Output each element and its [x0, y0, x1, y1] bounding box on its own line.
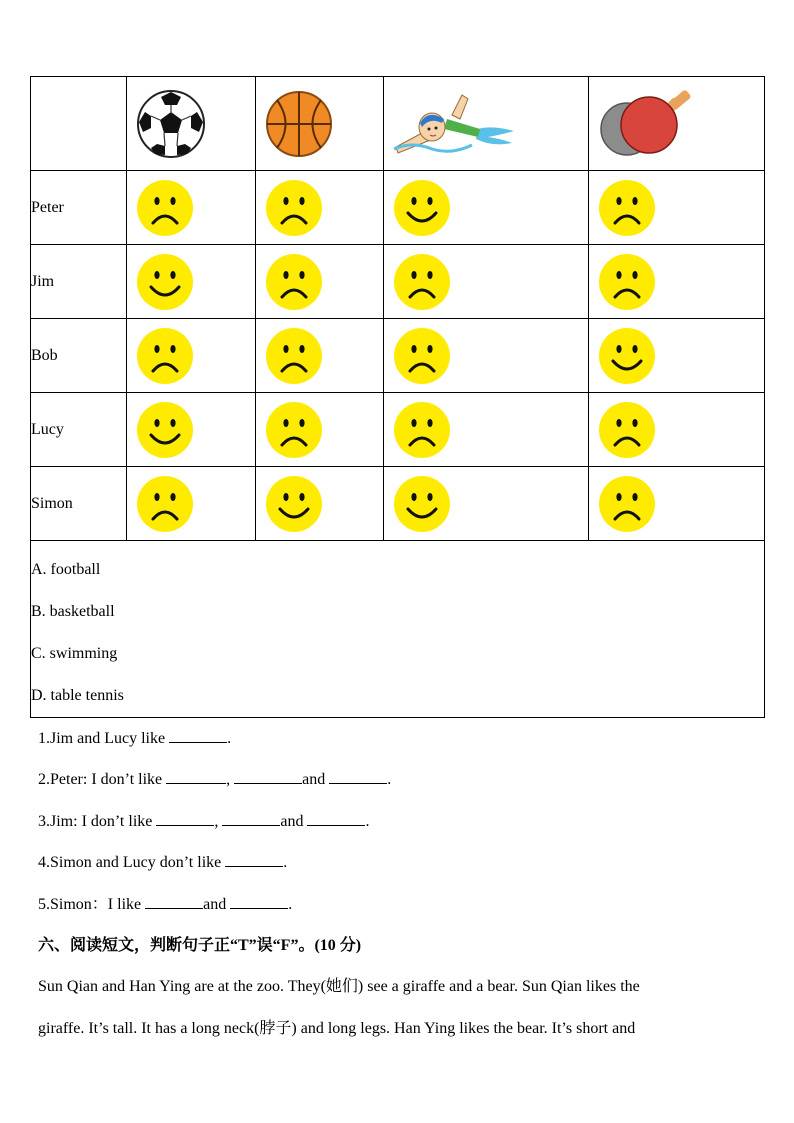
question-2: 2.Peter: I don’t like , and .	[38, 771, 392, 788]
sad-face-icon	[393, 401, 451, 459]
table-row	[31, 319, 765, 393]
sad-face-icon	[265, 179, 323, 237]
row-name: Simon	[31, 467, 127, 541]
sad-face-icon	[265, 401, 323, 459]
option-d: D. table tennis	[31, 687, 124, 704]
answer-blank[interactable]	[230, 894, 288, 909]
sad-face-icon	[136, 179, 194, 237]
header-row	[31, 77, 765, 171]
section-title: 六、阅读短文，判断句子正“T”误“F”。(10 分)	[38, 937, 362, 954]
question-3: 3.Jim: I don’t like , and .	[38, 813, 370, 830]
swimmer-icon	[392, 89, 517, 159]
ping-pong-paddles-icon	[597, 89, 701, 159]
happy-face-icon	[393, 179, 451, 237]
options-cell	[31, 541, 765, 718]
preference-table	[30, 76, 765, 718]
sad-face-icon	[136, 327, 194, 385]
sad-face-icon	[598, 475, 656, 533]
happy-face-icon	[136, 401, 194, 459]
option-b: B. basketball	[31, 603, 115, 620]
table-row	[31, 245, 765, 319]
sad-face-icon	[598, 401, 656, 459]
happy-face-icon	[393, 475, 451, 533]
row-name: Bob	[31, 319, 127, 393]
options-row	[31, 541, 765, 718]
table-row	[31, 171, 765, 245]
sad-face-icon	[598, 179, 656, 237]
happy-face-icon	[265, 475, 323, 533]
happy-face-icon	[598, 327, 656, 385]
table-row	[31, 467, 765, 541]
corner-cell	[31, 77, 127, 171]
sad-face-icon	[136, 475, 194, 533]
question-4: 4.Simon and Lucy don’t like .	[38, 854, 288, 871]
row-name: Peter	[31, 171, 127, 245]
answer-blank[interactable]	[234, 769, 302, 784]
answer-blank[interactable]	[166, 769, 226, 784]
question-1: 1.Jim and Lucy like .	[38, 730, 232, 747]
row-name: Lucy	[31, 393, 127, 467]
sad-face-icon	[393, 327, 451, 385]
sad-face-icon	[393, 253, 451, 311]
question-5: 5.Simon：I like and .	[38, 896, 293, 913]
header-table-tennis	[589, 77, 765, 171]
sad-face-icon	[265, 327, 323, 385]
option-c: C. swimming	[31, 645, 118, 662]
answer-blank[interactable]	[156, 811, 214, 826]
answer-blank[interactable]	[169, 728, 227, 743]
answer-blank[interactable]	[225, 852, 283, 867]
table-row	[31, 393, 765, 467]
paragraph-line: giraffe. It’s tall. It has a long neck(脖子) and long legs. Han Ying likes the bear. It’s short and	[38, 1020, 636, 1037]
sad-face-icon	[598, 253, 656, 311]
paragraph-line: Sun Qian and Han Ying are at the zoo. They(她们) see a giraffe and a bear. Sun Qian likes the	[38, 978, 640, 995]
soccer-ball-icon	[135, 88, 207, 160]
option-a: A. football	[31, 561, 101, 578]
header-swimming	[384, 77, 589, 171]
answer-blank[interactable]	[222, 811, 280, 826]
answer-blank[interactable]	[307, 811, 365, 826]
basketball-icon	[264, 89, 334, 159]
happy-face-icon	[136, 253, 194, 311]
header-basketball	[256, 77, 384, 171]
answer-blank[interactable]	[329, 769, 387, 784]
sad-face-icon	[265, 253, 323, 311]
answer-blank[interactable]	[145, 894, 203, 909]
header-football	[127, 77, 256, 171]
row-name: Jim	[31, 245, 127, 319]
